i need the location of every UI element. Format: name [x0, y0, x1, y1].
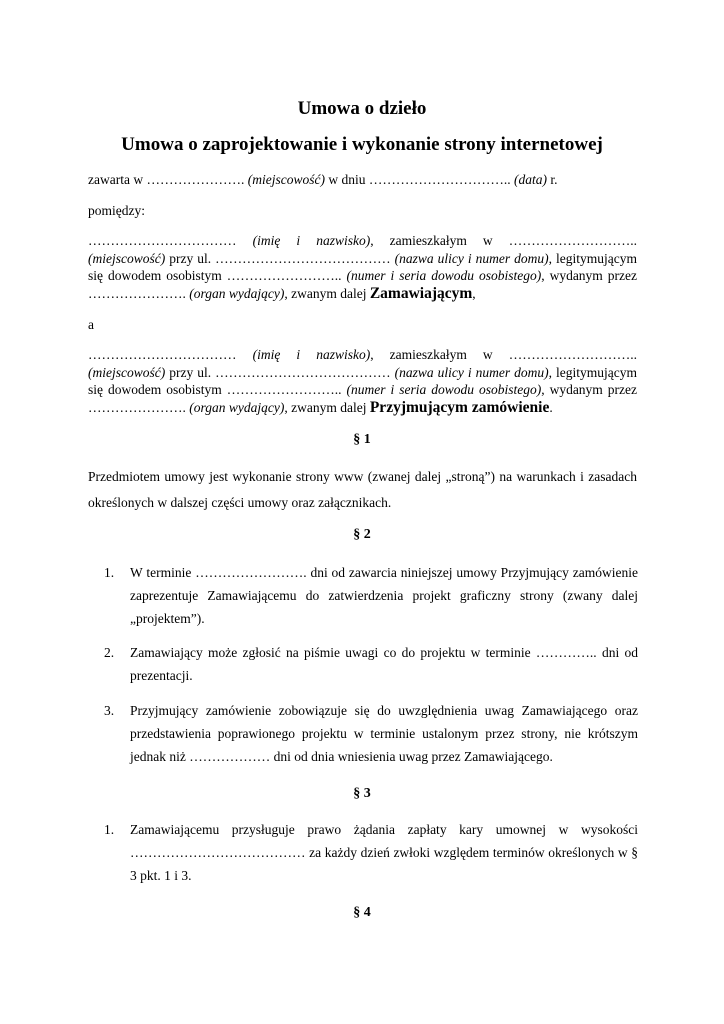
section-2-item: [104, 561, 638, 630]
party-2-end: .: [549, 399, 553, 415]
section-2-item: [104, 699, 638, 768]
intro-place-blank: zawarta w ………………….: [88, 172, 245, 187]
party-1-paragraph: [88, 232, 637, 302]
party-1-name-hint: (imię i nazwisko): [252, 233, 371, 248]
section-4-heading: § 4: [353, 905, 371, 920]
section-2-item: [104, 641, 638, 687]
list-item-number: 1.: [104, 822, 115, 837]
party-1-issuer-hint: (organ wydający): [189, 285, 285, 301]
and-label: a: [88, 317, 94, 332]
party-2-paragraph: [88, 346, 637, 416]
party-2-id-blank: , legitymującym się dowodem osobistym ……………………..: [88, 364, 638, 397]
intro-suffix: r.: [550, 172, 558, 187]
section-2-heading: § 2: [353, 527, 371, 542]
party-2-called-label: , zwanym dalej: [284, 399, 367, 415]
party-2-issuer-blank: , wydanym przez ………………….: [88, 382, 638, 415]
party-1-issuer-blank: , wydanym przez ………………….: [88, 268, 638, 301]
intro-place-hint: (miejscowość): [247, 172, 325, 187]
party-2-issuer-hint: (organ wydający): [189, 399, 285, 415]
party-1-role: Zamawiającym: [369, 284, 473, 302]
list-item-number: 3.: [104, 703, 115, 718]
section-1-heading: § 1: [353, 432, 371, 447]
party-1-called-label: , zwanym dalej: [284, 285, 367, 301]
intro-date-blank: w dniu …………………………..: [328, 172, 511, 187]
list-item-number: 2.: [104, 645, 115, 660]
intro-line: [88, 172, 637, 188]
party-1-street-blank: przy ul. …………………………………: [169, 250, 391, 266]
party-2-city-hint: (miejscowość): [88, 364, 166, 380]
party-2-role: Przyjmującym zamówienie: [369, 398, 550, 416]
between-label: pomiędzy:: [88, 203, 145, 218]
list-item-text: W terminie ……………………. dni od zawarcia niniejszej umowy Przyjmujący zamówienie zaprezentuje Zamawiającemu do zatwierdzenia projekt graficzny strony (zwany dalej „projektem”).: [130, 565, 638, 626]
party-2-name-hint: (imię i nazwisko): [252, 347, 371, 362]
party-2-name-blank: ……………………………: [88, 347, 237, 362]
party-1-id-blank: , legitymującym się dowodem osobistym ……………………..: [88, 250, 638, 283]
party-1-id-hint: (numer i seria dowodu osobistego): [346, 268, 542, 283]
party-2-street-hint: (nazwa ulicy i numer domu): [394, 364, 549, 380]
party-2-street-blank: przy ul. …………………………………: [169, 364, 391, 380]
party-2-id-hint: (numer i seria dowodu osobistego): [346, 382, 542, 397]
party-1-street-hint: (nazwa ulicy i numer domu): [394, 250, 549, 266]
section-3-item: [104, 818, 638, 887]
section-1-text: Przedmiotem umowy jest wykonanie strony www (zwanej dalej „stroną”) na warunkach i zasadach określonych w dalszej części umowy oraz załącznikach.: [88, 469, 637, 510]
party-1-name-blank: ……………………………: [88, 233, 237, 248]
intro-date-hint: (data): [513, 172, 547, 187]
party-2-city-blank: , zamieszkałym w ………………………..: [370, 347, 637, 362]
party-1-city-hint: (miejscowość): [88, 250, 166, 266]
party-1-end: ,: [472, 285, 476, 301]
section-3-heading: § 3: [353, 786, 371, 801]
list-item-text: Zamawiającemu przysługuje prawo żądania zapłaty kary umownej w wysokości ………………………………… za każdy dzień zwłoki względem terminów określonych w § 3 pkt. 1 i 3.: [130, 822, 638, 883]
party-1-city-blank: , zamieszkałym w ………………………..: [370, 233, 637, 248]
document-subtitle: Umowa o zaprojektowanie i wykonanie strony internetowej: [121, 134, 603, 155]
list-item-number: 1.: [104, 565, 115, 580]
list-item-text: Zamawiający może zgłosić na piśmie uwagi co do projektu w terminie ………….. dni od prezentacji.: [130, 645, 638, 683]
list-item-text: Przyjmujący zamówienie zobowiązuje się do uwzględnienia uwag Zamawiającego oraz przedstawienia poprawionego projektu w terminie ustalonym przez strony, nie krótszym jednak niż ……………… dni od dnia wniesienia uwag przez Zamawiającego.: [130, 703, 638, 764]
document-title: Umowa o dzieło: [297, 98, 427, 119]
